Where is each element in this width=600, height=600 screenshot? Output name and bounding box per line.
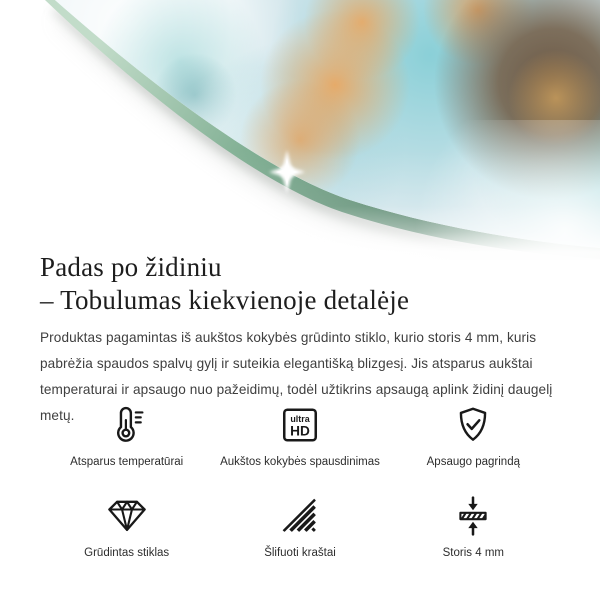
feature-polished-edges — [213, 493, 386, 560]
feature-label: Šlifuoti kraštai — [264, 547, 336, 559]
feature-label: Atsparus temperatūrai — [70, 456, 184, 468]
page-title-line1: Padas po židiniu — [40, 252, 222, 283]
feature-tempered-glass — [40, 493, 213, 560]
ultra-hd-icon-text-top: ultra — [290, 413, 310, 424]
feature-label: Aukštos kokybės spausdinimas — [220, 456, 380, 468]
feature-protects-base — [387, 402, 560, 469]
thickness-4mm-icon — [452, 493, 494, 537]
ultra-hd-icon-text-bottom: HD — [290, 423, 310, 439]
feature-label: Grūdintas stiklas — [84, 547, 170, 559]
page-title — [40, 251, 409, 317]
feature-grid — [40, 402, 560, 560]
product-photo — [0, 0, 600, 260]
feature-thickness-4mm — [387, 493, 560, 560]
feature-label: Storis 4 mm — [442, 547, 504, 559]
shield-check-icon — [452, 402, 494, 446]
polished-edges-icon — [279, 493, 321, 537]
page-title-line2: – Tobulumas kiekvienoje detalėje — [40, 285, 410, 316]
diamond-icon — [105, 493, 149, 537]
feature-label: Apsaugo pagrindą — [426, 456, 520, 468]
feature-heat-resistant — [40, 402, 213, 469]
thermometer-icon — [105, 402, 149, 446]
ultra-hd-icon — [279, 402, 321, 446]
bottom-right-fade — [380, 120, 600, 260]
marble-glass-pad-illustration — [0, 0, 600, 260]
feature-ultra-hd-print — [213, 402, 386, 469]
product-description: Produktas pagamintas iš aukštos kokybės grūdinto stiklo, kurio storis 4 mm, kuris pabrėžia spaudos spalvų gylį ir suteikia elegantišką blizgesį. Jis atsparus aukštai temperaturai ir apsaugo nuo pažeidimų, todėl užtikrins apsaugą aplink židinį daugelį metų. — [40, 329, 553, 423]
